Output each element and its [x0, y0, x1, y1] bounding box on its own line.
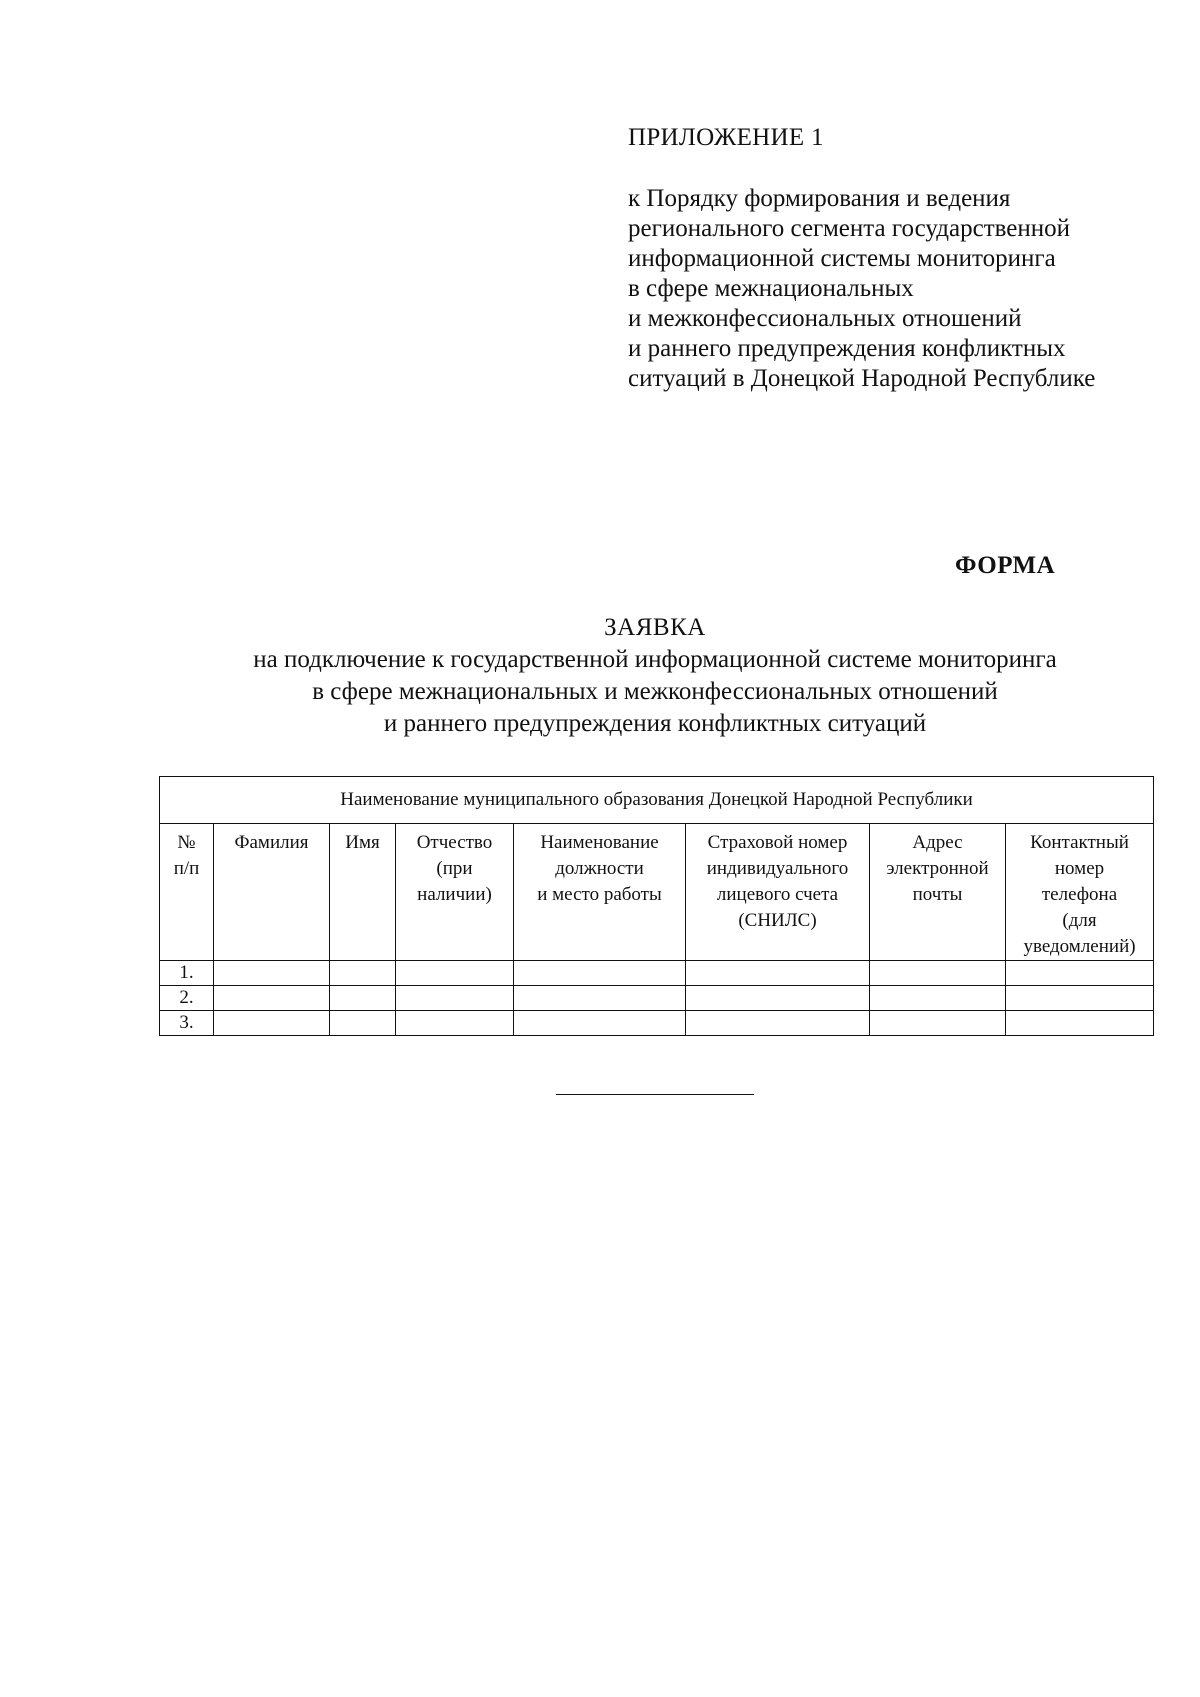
cell-name[interactable] [330, 961, 396, 986]
table-caption: Наименование муниципального образования Донецкой Народной Республики [160, 777, 1154, 824]
header-phone: Контактный номер телефона (для уведомлений) [1006, 824, 1154, 961]
cell-surname[interactable] [214, 961, 330, 986]
table-row [160, 986, 1154, 1011]
cell-email[interactable] [870, 986, 1006, 1011]
appendix-line: в сфере межнациональных [628, 275, 914, 302]
appendix-line: к Порядку формирования и ведения [628, 185, 1011, 212]
request-title: ЗАЯВКА [604, 614, 706, 641]
cell-phone[interactable] [1006, 1011, 1154, 1036]
cell-email[interactable] [870, 961, 1006, 986]
row-number: 3. [160, 1011, 214, 1036]
cell-position[interactable] [514, 986, 686, 1011]
cell-surname[interactable] [214, 1011, 330, 1036]
cell-phone[interactable] [1006, 961, 1154, 986]
appendix-block [628, 122, 1168, 394]
cell-surname[interactable] [214, 986, 330, 1011]
cell-position[interactable] [514, 961, 686, 986]
cell-patronymic[interactable] [396, 986, 514, 1011]
header-email: Адрес электронной почты [870, 824, 1006, 961]
appendix-line: регионального сегмента государственной [628, 215, 1071, 242]
table-row [160, 961, 1154, 986]
request-heading [160, 612, 1150, 740]
appendix-line: ситуаций в Донецкой Народной Республике [628, 365, 1096, 392]
cell-snils[interactable] [686, 961, 870, 986]
header-name: Имя [330, 824, 396, 961]
request-table [159, 776, 1154, 1036]
cell-name[interactable] [330, 1011, 396, 1036]
header-patronymic: Отчество (при наличии) [396, 824, 514, 961]
row-number: 2. [160, 986, 214, 1011]
appendix-line: информационной системы мониторинга [628, 245, 1056, 272]
cell-phone[interactable] [1006, 986, 1154, 1011]
form-label: ФОРМА [955, 552, 1056, 579]
cell-name[interactable] [330, 986, 396, 1011]
header-surname: Фамилия [214, 824, 330, 961]
cell-patronymic[interactable] [396, 961, 514, 986]
appendix-title: ПРИЛОЖЕНИЕ 1 [628, 124, 824, 151]
header-snils: Страховой номер индивидуального лицевого счета (СНИЛС) [686, 824, 870, 961]
request-line: в сфере межнациональных и межконфессиональных отношений [312, 678, 998, 705]
cell-snils[interactable] [686, 1011, 870, 1036]
request-line: на подключение к государственной информационной системе мониторинга [253, 646, 1057, 673]
header-number: № п/п [160, 824, 214, 961]
appendix-line: и межконфессиональных отношений [628, 305, 1022, 332]
cell-email[interactable] [870, 1011, 1006, 1036]
cell-snils[interactable] [686, 986, 870, 1011]
request-line: и раннего предупреждения конфликтных ситуаций [383, 710, 927, 737]
closing-divider [556, 1094, 754, 1095]
appendix-description [628, 184, 1168, 394]
appendix-line: и раннего предупреждения конфликтных [628, 335, 1066, 362]
table-header-row [160, 824, 1154, 961]
cell-patronymic[interactable] [396, 1011, 514, 1036]
row-number: 1. [160, 961, 214, 986]
table-row [160, 1011, 1154, 1036]
cell-position[interactable] [514, 1011, 686, 1036]
header-position: Наименование должности и место работы [514, 824, 686, 961]
